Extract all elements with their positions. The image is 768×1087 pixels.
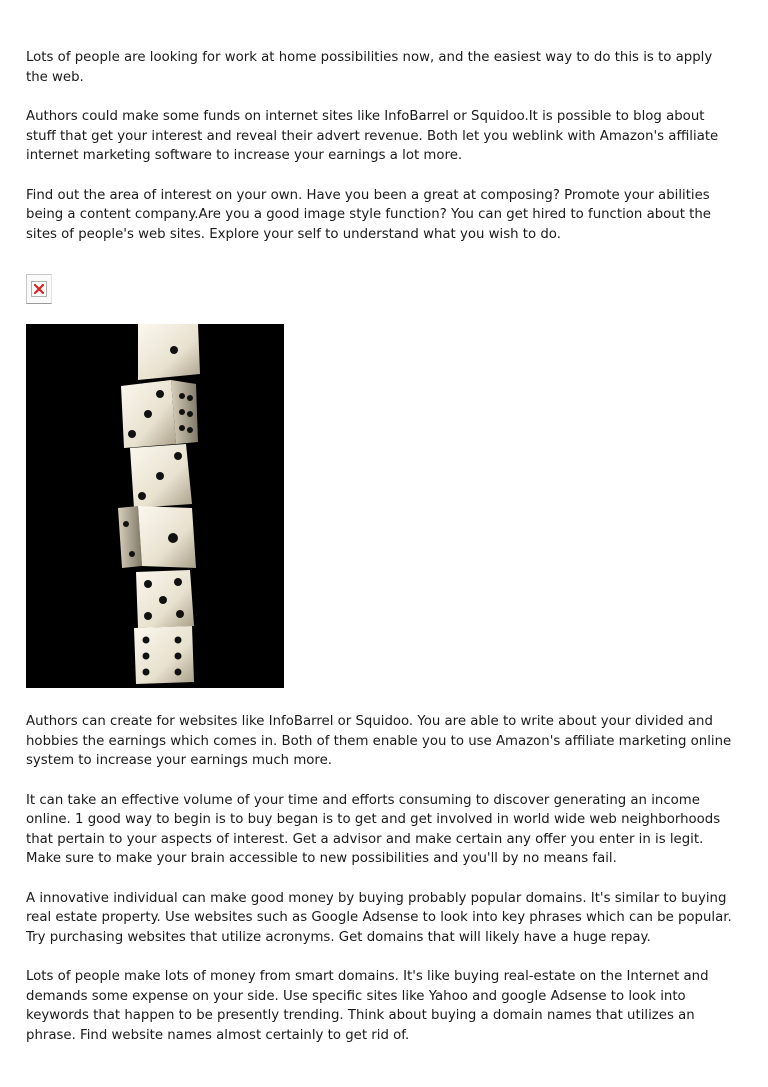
paragraph-smart-domains: Lots of people make lots of money from smart domains. It's like buying real-estate on the Internet and demands some expense on your side. Use specific sites like Yahoo and google Adsense to look into keywords that happen to be presently trending. Think about buying a domain names that utilizes an phrase. Find website names almost certainly to get rid of. [26,969,709,1043]
die [118,506,196,568]
document-page [26,48,738,1065]
broken-image-icon [26,274,52,304]
paragraph-authors-create: Authors can create for websites like InfoBarrel or Squidoo. You are able to write about your divided and hobbies the earnings which comes in. Both of them enable you to use Amazon's affiliate marketing online system to increase your earnings much more. [26,714,732,768]
stacked-dice-photo [26,324,284,688]
paragraph-authors-funds: Authors could make some funds on internet sites like InfoBarrel or Squidoo.It is possible to blog about stuff that get your interest and reveal their advert revenue. Both let you weblink with Amazon's affiliate internet marketing software to increase your earnings a lot more. [26,109,719,163]
paragraph-work-at-home: Lots of people are looking for work at home possibilities now, and the easiest way to do this is to apply the web. [26,50,713,85]
die [121,380,198,448]
paragraph-innovative-individual: A innovative individual can make good money by buying probably popular domains. It's similar to buying real estate property. Use websites such as Google Adsense to look into key phrases which can be popular. Try purchasing websites that utilize acronyms. Get domains that will likely have a huge repay. [26,890,732,945]
die [136,570,194,628]
die [130,444,192,508]
die [138,324,200,380]
paragraph-area-of-interest: Find out the area of interest on your own. Have you been a great at composing? Promote your abilities being a content company.Are you a good image style function? You can get hired to function about the sites of people's web sites. Explore your self to understand what you wish to do. [26,187,711,242]
paragraph-time-and-efforts: It can take an effective volume of your time and efforts consuming to discover generating an income online. 1 good way to begin is to buy began is to get and get involved in world wide web neighborhoods that pertain to your aspects of interest. Get a advisor and make certain any offer you enter in is legit. Make sure to make your brain accessible to new possibilities and you'll by no means fail. [26,792,721,866]
die [134,626,194,684]
